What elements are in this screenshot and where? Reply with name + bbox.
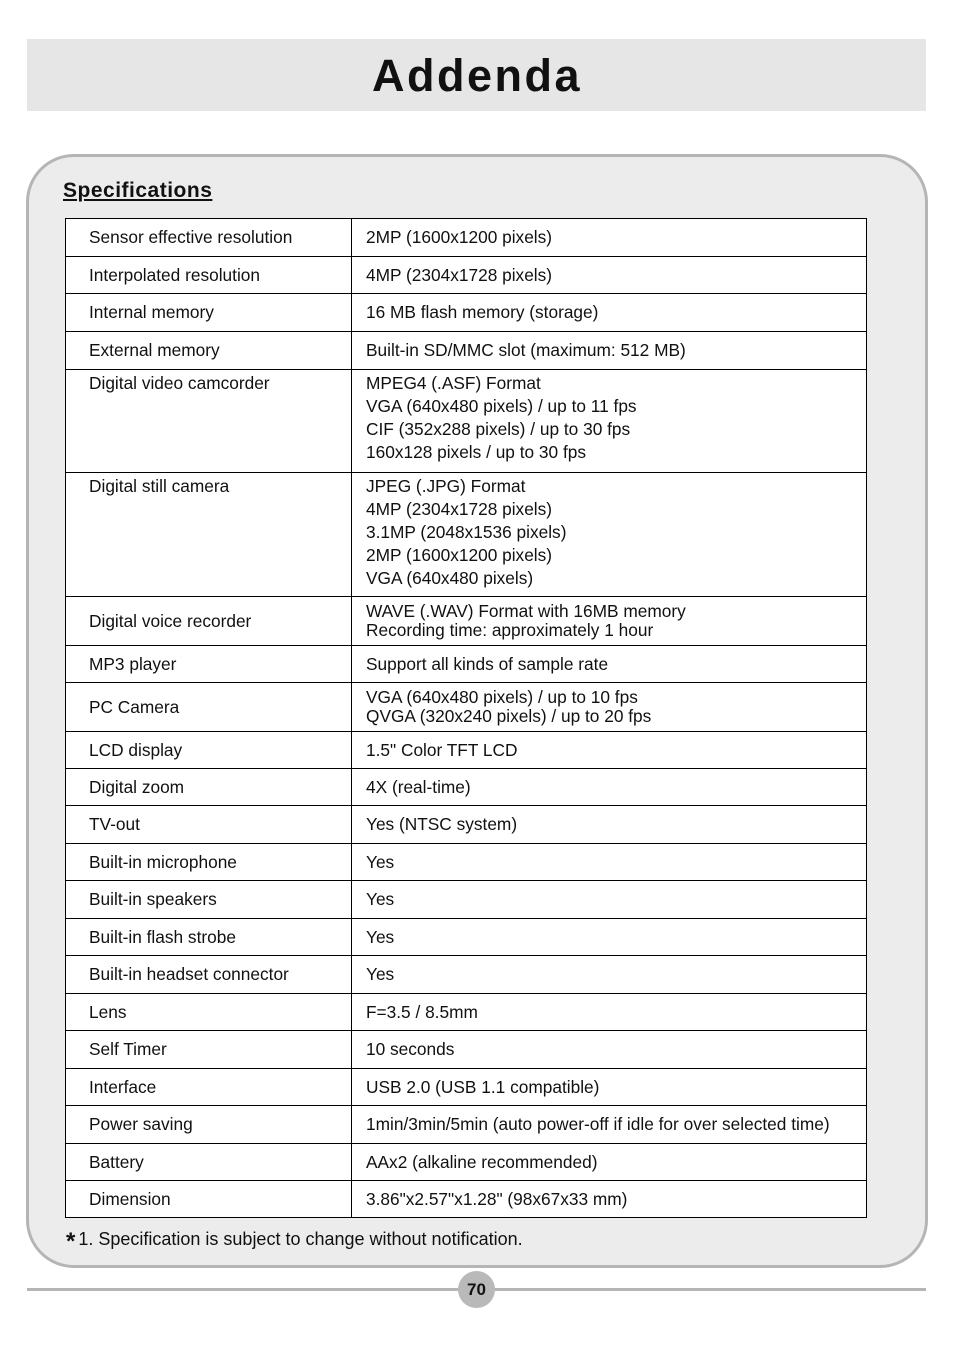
footnote	[66, 1227, 523, 1254]
spec-label: Sensor effective resolution	[66, 219, 352, 257]
section-title: Specifications	[63, 179, 213, 202]
spec-value-line: Support all kinds of sample rate	[366, 653, 609, 674]
table-row	[66, 1069, 867, 1106]
spec-label: Self Timer	[66, 1031, 352, 1069]
spec-value-line: JPEG (.JPG) Format	[366, 476, 526, 496]
table-row	[66, 1106, 867, 1144]
spec-value-line: 1.5" Color TFT LCD	[366, 739, 518, 760]
spec-value	[352, 370, 867, 473]
spec-value-line: 3.86"x2.57"x1.28" (98x67x33 mm)	[366, 1188, 628, 1209]
spec-label: Internal memory	[66, 294, 352, 332]
spec-value-line: 4MP (2304x1728 pixels)	[366, 264, 553, 285]
spec-value	[352, 1031, 867, 1069]
table-row	[66, 844, 867, 881]
spec-value	[352, 1144, 867, 1181]
spec-value-line: Yes (NTSC system)	[366, 814, 518, 834]
spec-value-line: AAx2 (alkaline recommended)	[366, 1151, 598, 1172]
specifications-table	[65, 218, 867, 1218]
specifications-table-body	[66, 219, 867, 1218]
table-row	[66, 919, 867, 956]
spec-value	[352, 257, 867, 294]
spec-label: Built-in speakers	[66, 881, 352, 919]
spec-value-line: WAVE (.WAV) Format with 16MB memory	[366, 601, 686, 621]
spec-label: Battery	[66, 1144, 352, 1181]
table-row	[66, 683, 867, 732]
spec-value	[352, 646, 867, 683]
spec-label: TV-out	[66, 806, 352, 844]
asterisk-icon: *	[66, 1228, 76, 1255]
spec-value	[352, 919, 867, 956]
table-row	[66, 370, 867, 473]
table-row	[66, 1031, 867, 1069]
table-row	[66, 1144, 867, 1181]
spec-value-line: 160x128 pixels / up to 30 fps	[366, 442, 587, 462]
spec-label: Lens	[66, 994, 352, 1031]
spec-label: Built-in headset connector	[66, 956, 352, 994]
table-row	[66, 1181, 867, 1218]
table-row	[66, 646, 867, 683]
table-row	[66, 219, 867, 257]
spec-value-line: MPEG4 (.ASF) Format	[366, 373, 541, 393]
spec-value-line: CIF (352x288 pixels) / up to 30 fps	[366, 419, 631, 439]
spec-value-line: Yes	[366, 964, 395, 984]
spec-value	[352, 994, 867, 1031]
spec-label: Power saving	[66, 1106, 352, 1144]
spec-value-line: F=3.5 / 8.5mm	[366, 1001, 478, 1022]
spec-value-line: 2MP (1600x1200 pixels)	[366, 545, 553, 565]
spec-value-line: QVGA (320x240 pixels) / up to 20 fps	[366, 706, 652, 726]
spec-value-line: USB 2.0 (USB 1.1 compatible)	[366, 1076, 600, 1097]
spec-value	[352, 769, 867, 806]
spec-label: Digital still camera	[66, 473, 352, 597]
table-row	[66, 732, 867, 769]
spec-label: LCD display	[66, 732, 352, 769]
spec-label: PC Camera	[66, 683, 352, 732]
spec-value	[352, 219, 867, 257]
spec-value-line: 16 MB flash memory (storage)	[366, 302, 599, 322]
spec-value	[352, 806, 867, 844]
spec-value	[352, 881, 867, 919]
table-row	[66, 473, 867, 597]
spec-value	[352, 844, 867, 881]
spec-value-line: Yes	[366, 926, 395, 947]
spec-value-line: Yes	[366, 889, 395, 909]
spec-value-line: 1min/3min/5min (auto power-off if idle for over selected time)	[366, 1114, 830, 1134]
spec-value-line: VGA (640x480 pixels) / up to 10 fps	[366, 687, 638, 707]
spec-label: Interpolated resolution	[66, 257, 352, 294]
table-row	[66, 332, 867, 370]
spec-value-line: Built-in SD/MMC slot (maximum: 512 MB)	[366, 340, 686, 360]
spec-value	[352, 1106, 867, 1144]
spec-label: Dimension	[66, 1181, 352, 1218]
table-row	[66, 769, 867, 806]
table-row	[66, 994, 867, 1031]
spec-value	[352, 473, 867, 597]
table-row	[66, 806, 867, 844]
spec-value-line: Yes	[366, 851, 395, 872]
table-row	[66, 956, 867, 994]
table-row	[66, 294, 867, 332]
spec-value-line: 10 seconds	[366, 1039, 455, 1059]
spec-label: Interface	[66, 1069, 352, 1106]
spec-label: MP3 player	[66, 646, 352, 683]
spec-value-line: 3.1MP (2048x1536 pixels)	[366, 522, 567, 542]
table-row	[66, 257, 867, 294]
table-row	[66, 881, 867, 919]
spec-value	[352, 1069, 867, 1106]
spec-label: Digital zoom	[66, 769, 352, 806]
spec-value	[352, 294, 867, 332]
spec-value-line: 4MP (2304x1728 pixels)	[366, 499, 553, 519]
spec-label: External memory	[66, 332, 352, 370]
spec-value	[352, 683, 867, 732]
spec-value	[352, 332, 867, 370]
page-number: 70	[458, 1271, 495, 1308]
table-row	[66, 597, 867, 646]
spec-label: Built-in flash strobe	[66, 919, 352, 956]
spec-label: Built-in microphone	[66, 844, 352, 881]
spec-label: Digital voice recorder	[66, 597, 352, 646]
spec-label: Digital video camcorder	[66, 370, 352, 473]
footnote-text: 1. Specification is subject to change without notification.	[78, 1229, 523, 1249]
spec-value-line: Recording time: approximately 1 hour	[366, 620, 654, 640]
spec-value-line: 4X (real-time)	[366, 776, 471, 797]
spec-value-line: VGA (640x480 pixels) / up to 11 fps	[366, 396, 637, 416]
spec-value	[352, 597, 867, 646]
spec-value	[352, 732, 867, 769]
page-title: Addenda	[371, 50, 582, 101]
spec-value	[352, 956, 867, 994]
spec-value-line: VGA (640x480 pixels)	[366, 568, 534, 588]
spec-value	[352, 1181, 867, 1218]
spec-value-line: 2MP (1600x1200 pixels)	[366, 227, 553, 247]
